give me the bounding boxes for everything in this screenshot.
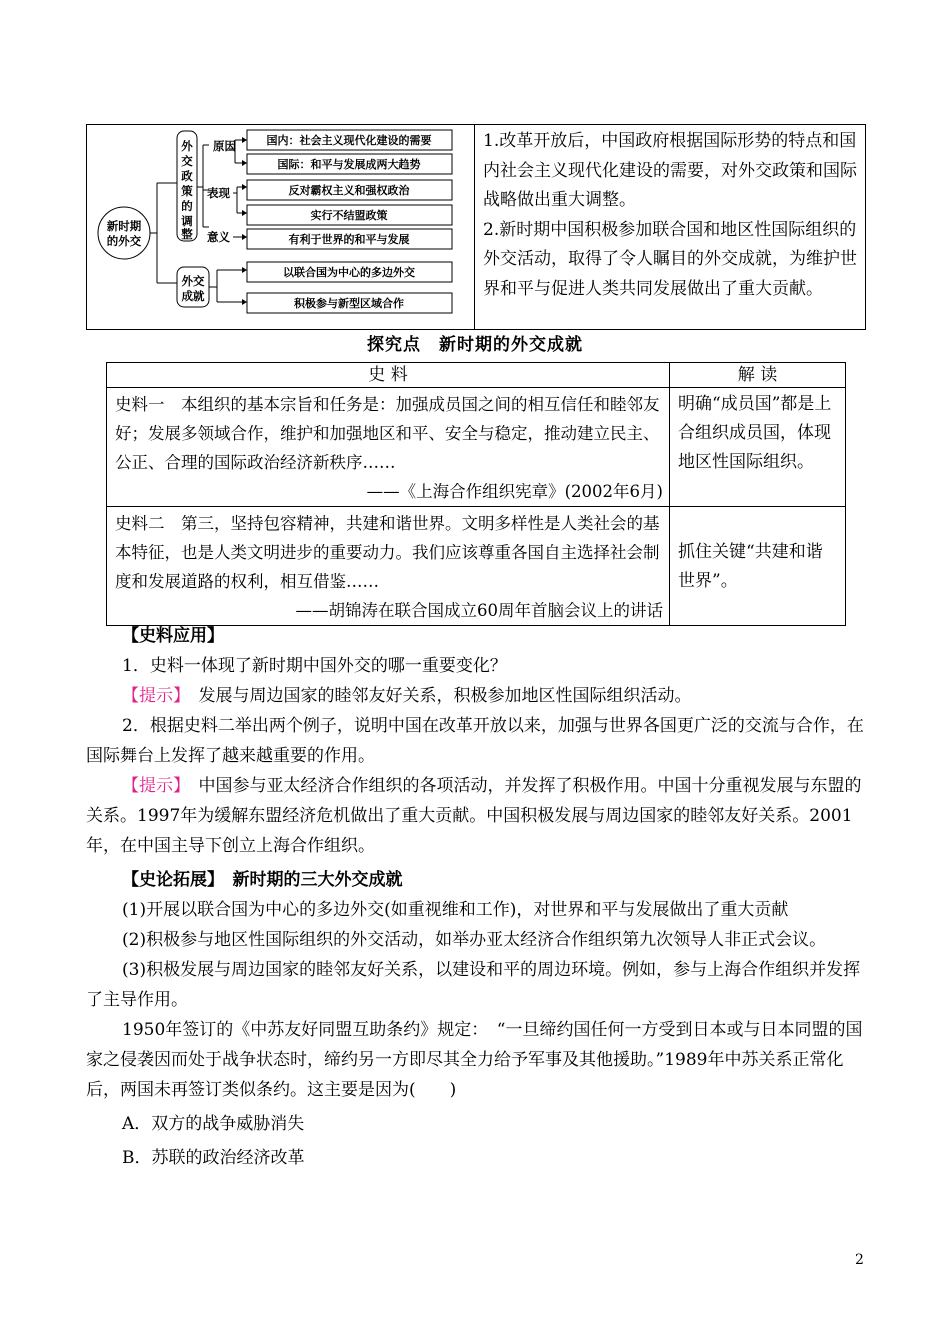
header-source: 史 料 (107, 363, 670, 388)
label-yiyi: 意义 (207, 230, 230, 244)
group2-line2: 成就 (181, 289, 205, 303)
group1-char: 策 (181, 184, 193, 198)
extension-item: (3)积极发展与周边国家的睦邻友好关系，以建设和平的周边环境。例如，参与上海合作组织并发挥了主导作用。 (86, 960, 861, 1010)
group1-char: 整 (181, 227, 193, 241)
table-row (107, 388, 846, 507)
group1-char: 的 (181, 199, 193, 213)
extension-title: 新时期的三大外交成就 (215, 870, 403, 890)
header-reading: 解 读 (670, 363, 846, 388)
source-cite: ——《上海合作组织宪章》(2002年6月) (366, 482, 663, 501)
diagram-box: 实行不结盟政策 (310, 209, 388, 222)
hint-label: 【提示】 (122, 776, 182, 796)
summary-table (86, 124, 866, 330)
extension-item: (2)积极参与地区性国际组织的外交活动，如举办亚太经济合作组织第九次领导人非正式会议。 (122, 930, 827, 950)
label-yuanyin: 原因 (213, 139, 236, 153)
question-stem: 1950年签订的《中苏友好同盟互助条约》规定： “一旦缔约国任何一方受到日本或与日本同盟的国家之侵袭因而处于战争状态时，缔约另一方即尽其全力给予军事及其他援助。”1989年中苏关系正常化后，两国未再签订类似条约。这主要是因为( ) (86, 1020, 863, 1100)
option-a: A．双方的战争威胁消失 (122, 1114, 305, 1134)
hint-label: 【提示】 (122, 686, 182, 706)
summary-p2: 2.新时期中国积极参加联合国和地区性国际组织的外交活动，取得了令人瞩目的外交成就，为维护世界和平与促进人类共同发展做出了重大贡献。 (483, 219, 857, 299)
center-line1: 新时期 (106, 219, 142, 233)
diagram-box: 积极参与新型区域合作 (294, 297, 404, 310)
group1-char: 调 (181, 214, 193, 228)
answer-2: 中国参与亚太经济合作组织的各项活动，并发挥了积极作用。中国十分重视发展与东盟的关系。1997年为缓解东盟经济危机做出了重大贡献。中国积极发展与周边国家的睦邻友好关系。2001年，在中国主导下创立上海合作组织。 (86, 776, 862, 856)
diagram-box: 有利于世界的和平与发展 (288, 233, 410, 246)
source-cite: ——胡锦涛在联合国成立60周年首脑会议上的讲话 (295, 601, 663, 620)
group2-line1: 外交 (181, 274, 205, 288)
extension-item: (1)开展以联合国为中心的多边外交(如重视维和工作)，对世界和平与发展做出了重大贡献 (122, 900, 789, 920)
diagram-box: 国内：社会主义现代化建设的需要 (266, 134, 432, 147)
summary-p1: 1.改革开放后，中国政府根据国际形势的特点和国内社会主义现代化建设的需要，对外交政策和国际战略做出重大调整。 (483, 131, 857, 210)
diagram-box: 以联合国为中心的多边外交 (283, 266, 415, 279)
answer-1: 发展与周边国家的睦邻友好关系，积极参加地区性国际组织活动。 (181, 686, 692, 706)
source-text: 史料一 本组织的基本宗旨和任务是：加强成员国之间的相互信任和睦邻友好；发展多领域合作，维护和加强地区和平、安全与稳定，推动建立民主、公正、合理的国际政治经济新秩序…… (115, 395, 660, 472)
question-2: 2．根据史料二举出两个例子，说明中国在改革开放以来，加强与世界各国更广泛的交流与合作，在国际舞台上发挥了越来越重要的作用。 (86, 716, 864, 766)
group1-char: 外 (181, 139, 193, 153)
option-b: B．苏联的政治经济改革 (122, 1148, 305, 1168)
knowledge-diagram (87, 125, 473, 329)
group1-char: 政 (181, 169, 193, 183)
diagram-box: 国际：和平与发展成两大趋势 (277, 158, 421, 171)
summary-text (483, 127, 859, 304)
table-row (107, 507, 846, 626)
source-text: 史料二 第三，坚持包容精神，共建和谐世界。文明多样性是人类社会的基本特征，也是人类文明进步的重要动力。我们应该尊重各国自主选择社会制度和发展道路的权利，相互借鉴…… (115, 514, 660, 591)
center-circle (98, 207, 150, 259)
section-title: 探究点 新时期的外交成就 (367, 335, 583, 355)
reading-text: 明确“成员国”都是上合组织成员国，体现地区性国际组织。 (670, 388, 846, 507)
center-line2: 的外交 (106, 234, 142, 248)
body-content (86, 621, 866, 1173)
label-biaoxian: 表现 (207, 186, 230, 200)
question-1: 1．史料一体现了新时期中国外交的哪一重要变化？ (122, 656, 507, 676)
application-heading: 【史料应用】 (122, 626, 224, 646)
group1-char: 交 (181, 154, 193, 168)
diagram-box: 反对霸权主义和强权政治 (288, 184, 410, 197)
extension-heading: 【史论拓展】 (122, 870, 216, 890)
reading-text: 抓住关键“共建和谐世界”。 (670, 507, 846, 626)
source-table (106, 362, 846, 626)
page-number: 2 (855, 1252, 864, 1268)
